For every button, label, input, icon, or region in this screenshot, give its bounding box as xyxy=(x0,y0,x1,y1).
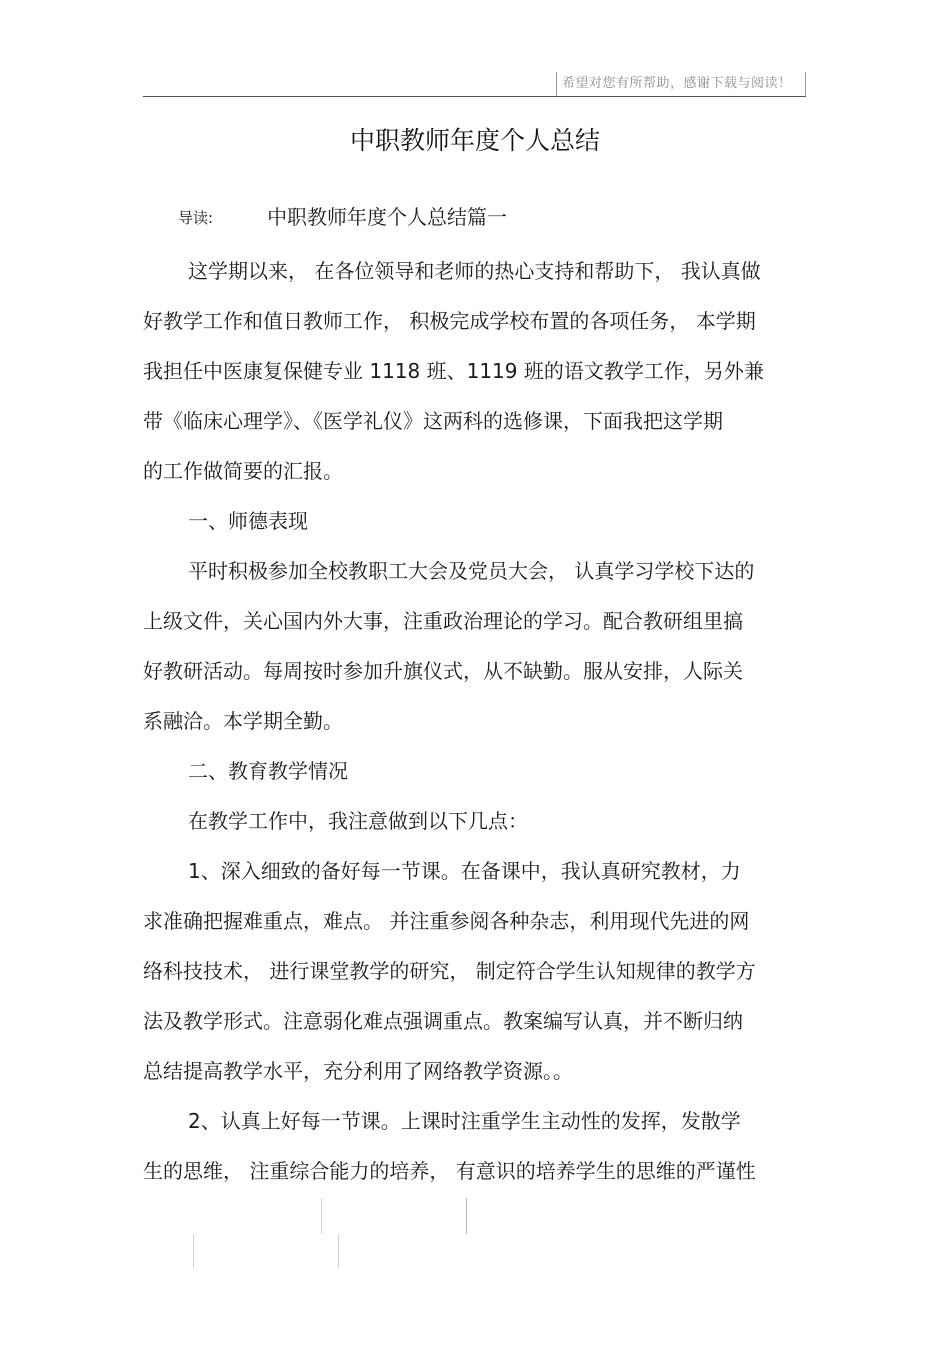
scan-mark xyxy=(466,1198,467,1234)
body-line: 生的思维， 注重综合能力的培养， 有意识的培养学生的思维的严谨性 xyxy=(143,1159,756,1183)
lead-label: 导读: xyxy=(178,209,214,227)
body-line: 平时积极参加全校教职工大会及党员大会， 认真学习学校下达的 xyxy=(188,559,755,583)
document-title: 中职教师年度个人总结 xyxy=(349,126,600,155)
body-line: 络科技技术， 进行课堂教学的研究， 制定符合学生认知规律的教学方 xyxy=(143,959,756,983)
body-line: 总结提高教学水平，充分利用了网络教学资源。。 xyxy=(143,1059,573,1083)
body-line: 求准确把握难重点，难点。 并注重参阅各种杂志，利用现代先进的网 xyxy=(143,909,750,933)
body-line: 系融洽。本学期全勤。 xyxy=(143,709,343,733)
body-line: 上级文件，关心国内外大事，注重政治理论的学习。配合教研组里搞 xyxy=(143,609,743,633)
body-line: 带《临床心理学》、《医学礼仪》这两科的选修课，下面我把这学期 xyxy=(143,409,723,433)
lead-text: 中职教师年度个人总结篇一 xyxy=(267,205,508,229)
body-line: 好教研活动。每周按时参加升旗仪式，从不缺勤。服从安排，人际关 xyxy=(143,659,743,683)
lead-line xyxy=(178,203,507,232)
body-line: 的工作做简要的汇报。 xyxy=(143,459,343,483)
body-line: 法及教学形式。注意弱化难点强调重点。教案编写认真，并不断归纳 xyxy=(143,1009,743,1033)
body-line: 在教学工作中，我注意做到以下几点： xyxy=(188,809,528,833)
document-body xyxy=(143,246,813,1196)
body-line: 我担任中医康复保健专业 1118 班、1119 班的语文教学工作，另外兼 xyxy=(143,359,764,383)
section-heading: 一、师德表现 xyxy=(188,509,308,533)
body-line: 1、深入细致的备好每一节课。在备课中，我认真研究教材，力 xyxy=(188,859,741,883)
body-line: 这学期以来， 在各位领导和老师的热心支持和帮助下， 我认真做 xyxy=(188,259,761,283)
body-line: 好教学工作和值日教师工作， 积极完成学校布置的各项任务， 本学期 xyxy=(143,309,756,333)
scan-mark xyxy=(338,1234,339,1268)
header-note: 希望对您有所帮助，感谢下载与阅读！ xyxy=(556,72,806,96)
body-line: 2、认真上好每一节课。上课时注重学生主动性的发挥，发散学 xyxy=(188,1109,741,1133)
header-rule xyxy=(143,96,806,97)
scan-mark xyxy=(193,1234,194,1268)
section-heading: 二、教育教学情况 xyxy=(188,759,348,783)
scan-mark xyxy=(321,1198,322,1234)
